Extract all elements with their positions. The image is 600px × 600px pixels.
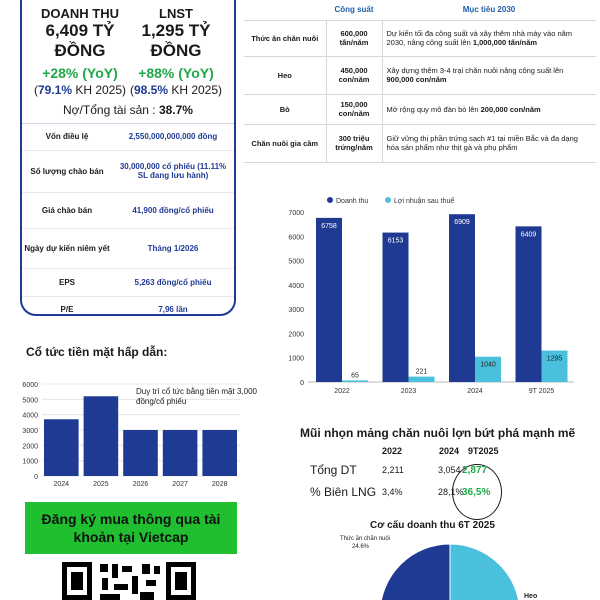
dividend-bar (84, 396, 119, 476)
pig-segment-growth (300, 426, 590, 499)
info-key: Giá chào bán (41, 205, 93, 215)
capacity-row (244, 124, 596, 162)
capacity-header-row (244, 0, 596, 20)
growth-value: 28,1% (438, 487, 464, 497)
legend-marker (385, 197, 391, 203)
revenue-bar-label: 6909 (454, 219, 470, 227)
segment-cell: Bò (244, 94, 326, 124)
revenue-bar (516, 226, 542, 382)
segment-cell: Chăn nuôi gia cầm (244, 124, 326, 162)
info-value: 5,263 đồng/cổ phiếu (134, 277, 212, 287)
segment-cell: Heo (244, 56, 326, 94)
dividend-title: Cổ tức tiền mặt hấp dẫn: (26, 345, 168, 359)
info-value: 7,96 lần (158, 304, 188, 314)
qr-code[interactable] (62, 562, 206, 600)
capacity-row (244, 56, 596, 94)
growth-value: 3,054 (438, 465, 461, 475)
profit-plan: (98.5% KH 2025) (129, 83, 223, 97)
growth-value: 3,4% (382, 487, 403, 497)
target-cell: Dự kiến tối đa công suất và xây thêm nhà máy vào năm 2030, nâng công suất lên 1,000,000 tấn/năm (382, 20, 596, 56)
info-key: Ngày dự kiến niêm yết (24, 243, 110, 253)
y-tick-label: 4000 (288, 282, 304, 290)
revenue-bar-label: 6409 (520, 231, 537, 239)
profit-bar (342, 380, 368, 382)
revenue-value-line2: ĐỒNG (54, 41, 106, 60)
revenue-structure-pie (330, 532, 600, 600)
capacity-header (244, 0, 326, 20)
x-tick-label: 2026 (132, 481, 149, 488)
info-key: EPS (58, 277, 75, 287)
x-tick-label: 2025 (93, 481, 109, 488)
pie-slice (450, 544, 520, 600)
profit-bar-label: 1040 (480, 361, 496, 369)
y-tick-label: 2000 (22, 443, 38, 451)
cta-line1: Đăng ký mua thông qua tài (41, 511, 221, 527)
y-tick-label: 0 (300, 380, 304, 387)
profit-bar (409, 377, 435, 382)
y-tick-label: 1000 (288, 355, 304, 363)
offering-info-table (22, 124, 234, 322)
capacity-cell: 300 triệu trứng/năm (326, 124, 382, 162)
revenue-plan: (79.1% KH 2025) (33, 83, 127, 97)
target-cell: Mở rộng quy mô đàn bò lên 200,000 con/năm (382, 94, 596, 124)
x-tick-label: 2023 (400, 388, 417, 395)
capacity-cell: 150,000 con/năm (326, 94, 382, 124)
dividend-bar (123, 430, 158, 476)
info-key: Vốn điều lệ (45, 132, 89, 142)
y-tick-label: 2000 (288, 331, 304, 339)
debt-ratio: Nợ/Tổng tài sản : 38.7% (22, 103, 234, 124)
y-tick-label: 3000 (288, 307, 304, 315)
y-tick-label: 6000 (22, 382, 38, 389)
info-row (22, 228, 234, 268)
dividend-bar (163, 430, 198, 476)
info-value: 41,900 đồng/cổ phiếu (132, 205, 214, 215)
capacity-header: Công suất (326, 0, 382, 20)
revenue-kpi (32, 6, 128, 97)
y-tick-label: 7000 (288, 210, 304, 217)
profit-yoy: +88% (YoY) (138, 65, 214, 81)
revenue-yoy: +28% (YoY) (42, 65, 118, 81)
capacity-header: Mục tiêu 2030 (382, 0, 596, 20)
segment-cell: Thức ăn chăn nuôi (244, 20, 326, 56)
y-tick-label: 1000 (22, 458, 38, 466)
info-key: P/E (60, 304, 74, 314)
x-tick-label: 2024 (53, 481, 70, 488)
profit-value-line2: ĐỒNG (150, 41, 202, 60)
info-row (22, 124, 234, 150)
target-cell: Giữ vững thị phần trứng sạch #1 tại miền Bắc và đa dạng hóa sản phẩm như thịt gà và phụ phẩm (382, 124, 596, 162)
dividend-bar (44, 419, 79, 476)
growth-title: Mũi nhọn mảng chăn nuôi lợn bứt phá mạnh mẽ (300, 426, 576, 440)
info-value: Tháng 1/2026 (147, 243, 199, 253)
profit-bar (475, 357, 501, 382)
profit-label: LNST (159, 6, 193, 21)
x-tick-label: 9T 2025 (528, 388, 555, 395)
x-tick-label: 2027 (172, 481, 188, 488)
x-tick-label: 2024 (467, 388, 483, 395)
growth-header: 9T2025 (468, 446, 499, 456)
capacity-cell: 600,000 tấn/năm (326, 20, 382, 56)
revenue-bar (449, 214, 475, 382)
dividend-chart (10, 376, 257, 494)
info-row (22, 150, 234, 192)
capacity-cell: 450,000 con/năm (326, 56, 382, 94)
revenue-bar-label: 6153 (387, 237, 404, 245)
cta-line2: khoản tại Vietcap (73, 529, 189, 545)
y-tick-label: 5000 (288, 258, 304, 266)
capacity-row (244, 20, 596, 56)
growth-row-label: % Biên LNG (310, 485, 377, 499)
y-tick-label: 5000 (22, 397, 38, 405)
register-cta[interactable] (25, 502, 237, 554)
revenue-label: DOANH THU (41, 6, 119, 21)
summary-card (20, 0, 236, 316)
pie-title: Cơ cấu doanh thu 6T 2025 (370, 520, 495, 531)
revenue-profit-chart (278, 190, 578, 400)
revenue-bar-label: 6758 (321, 222, 337, 230)
target-cell: Xây dựng thêm 3-4 trại chăn nuôi nâng công suất lên 900,000 con/năm (382, 56, 596, 94)
growth-row-label: Tổng DT (310, 463, 357, 477)
dividend-note-line1: Duy trì cổ tức bằng tiền mặt 3,000 (136, 387, 257, 396)
pie-label: Thức ăn chăn nuôi (340, 536, 391, 542)
x-tick-label: 2028 (211, 481, 228, 488)
growth-header: 2024 (439, 446, 460, 456)
info-row (22, 296, 234, 322)
legend-label: Doanh thu (336, 198, 369, 205)
y-tick-label: 3000 (22, 428, 38, 435)
profit-bar-label: 221 (415, 368, 428, 376)
profit-bar-label: 65 (351, 372, 359, 380)
growth-header: 2022 (382, 446, 403, 456)
info-key: Số lượng chào bán (30, 166, 104, 176)
y-tick-label: 4000 (22, 412, 38, 420)
capacity-table (244, 0, 596, 163)
growth-value: 2,211 (382, 465, 404, 475)
profit-kpi (128, 6, 224, 97)
growth-value-highlight: 2,877 (462, 465, 488, 476)
info-value: 30,000,000 cổ phiếu (11.11% SL đang lưu hành) (119, 162, 227, 180)
y-tick-label: 6000 (288, 234, 304, 242)
profit-value-line1: 1,295 TỶ (141, 21, 211, 40)
revenue-bar (383, 233, 409, 382)
legend-label: Lợi nhuận sau thuế (394, 198, 455, 205)
growth-value-highlight: 36,5% (462, 487, 491, 498)
x-tick-label: 2022 (334, 388, 350, 395)
info-row (22, 268, 234, 296)
pie-label: Heo (524, 593, 538, 600)
pie-value-label: 24.6% (352, 544, 370, 550)
dividend-note-line2: đồng/cổ phiếu (136, 397, 187, 406)
capacity-row (244, 94, 596, 124)
revenue-value-line1: 6,409 TỶ (45, 21, 115, 40)
revenue-bar (316, 218, 342, 382)
info-row (22, 192, 234, 228)
info-value: 2,550,000,000,000 đồng (128, 132, 218, 142)
y-tick-label: 0 (34, 474, 38, 481)
profit-bar-label: 1295 (546, 355, 563, 363)
dividend-bar (202, 430, 237, 476)
legend-marker (327, 197, 333, 203)
